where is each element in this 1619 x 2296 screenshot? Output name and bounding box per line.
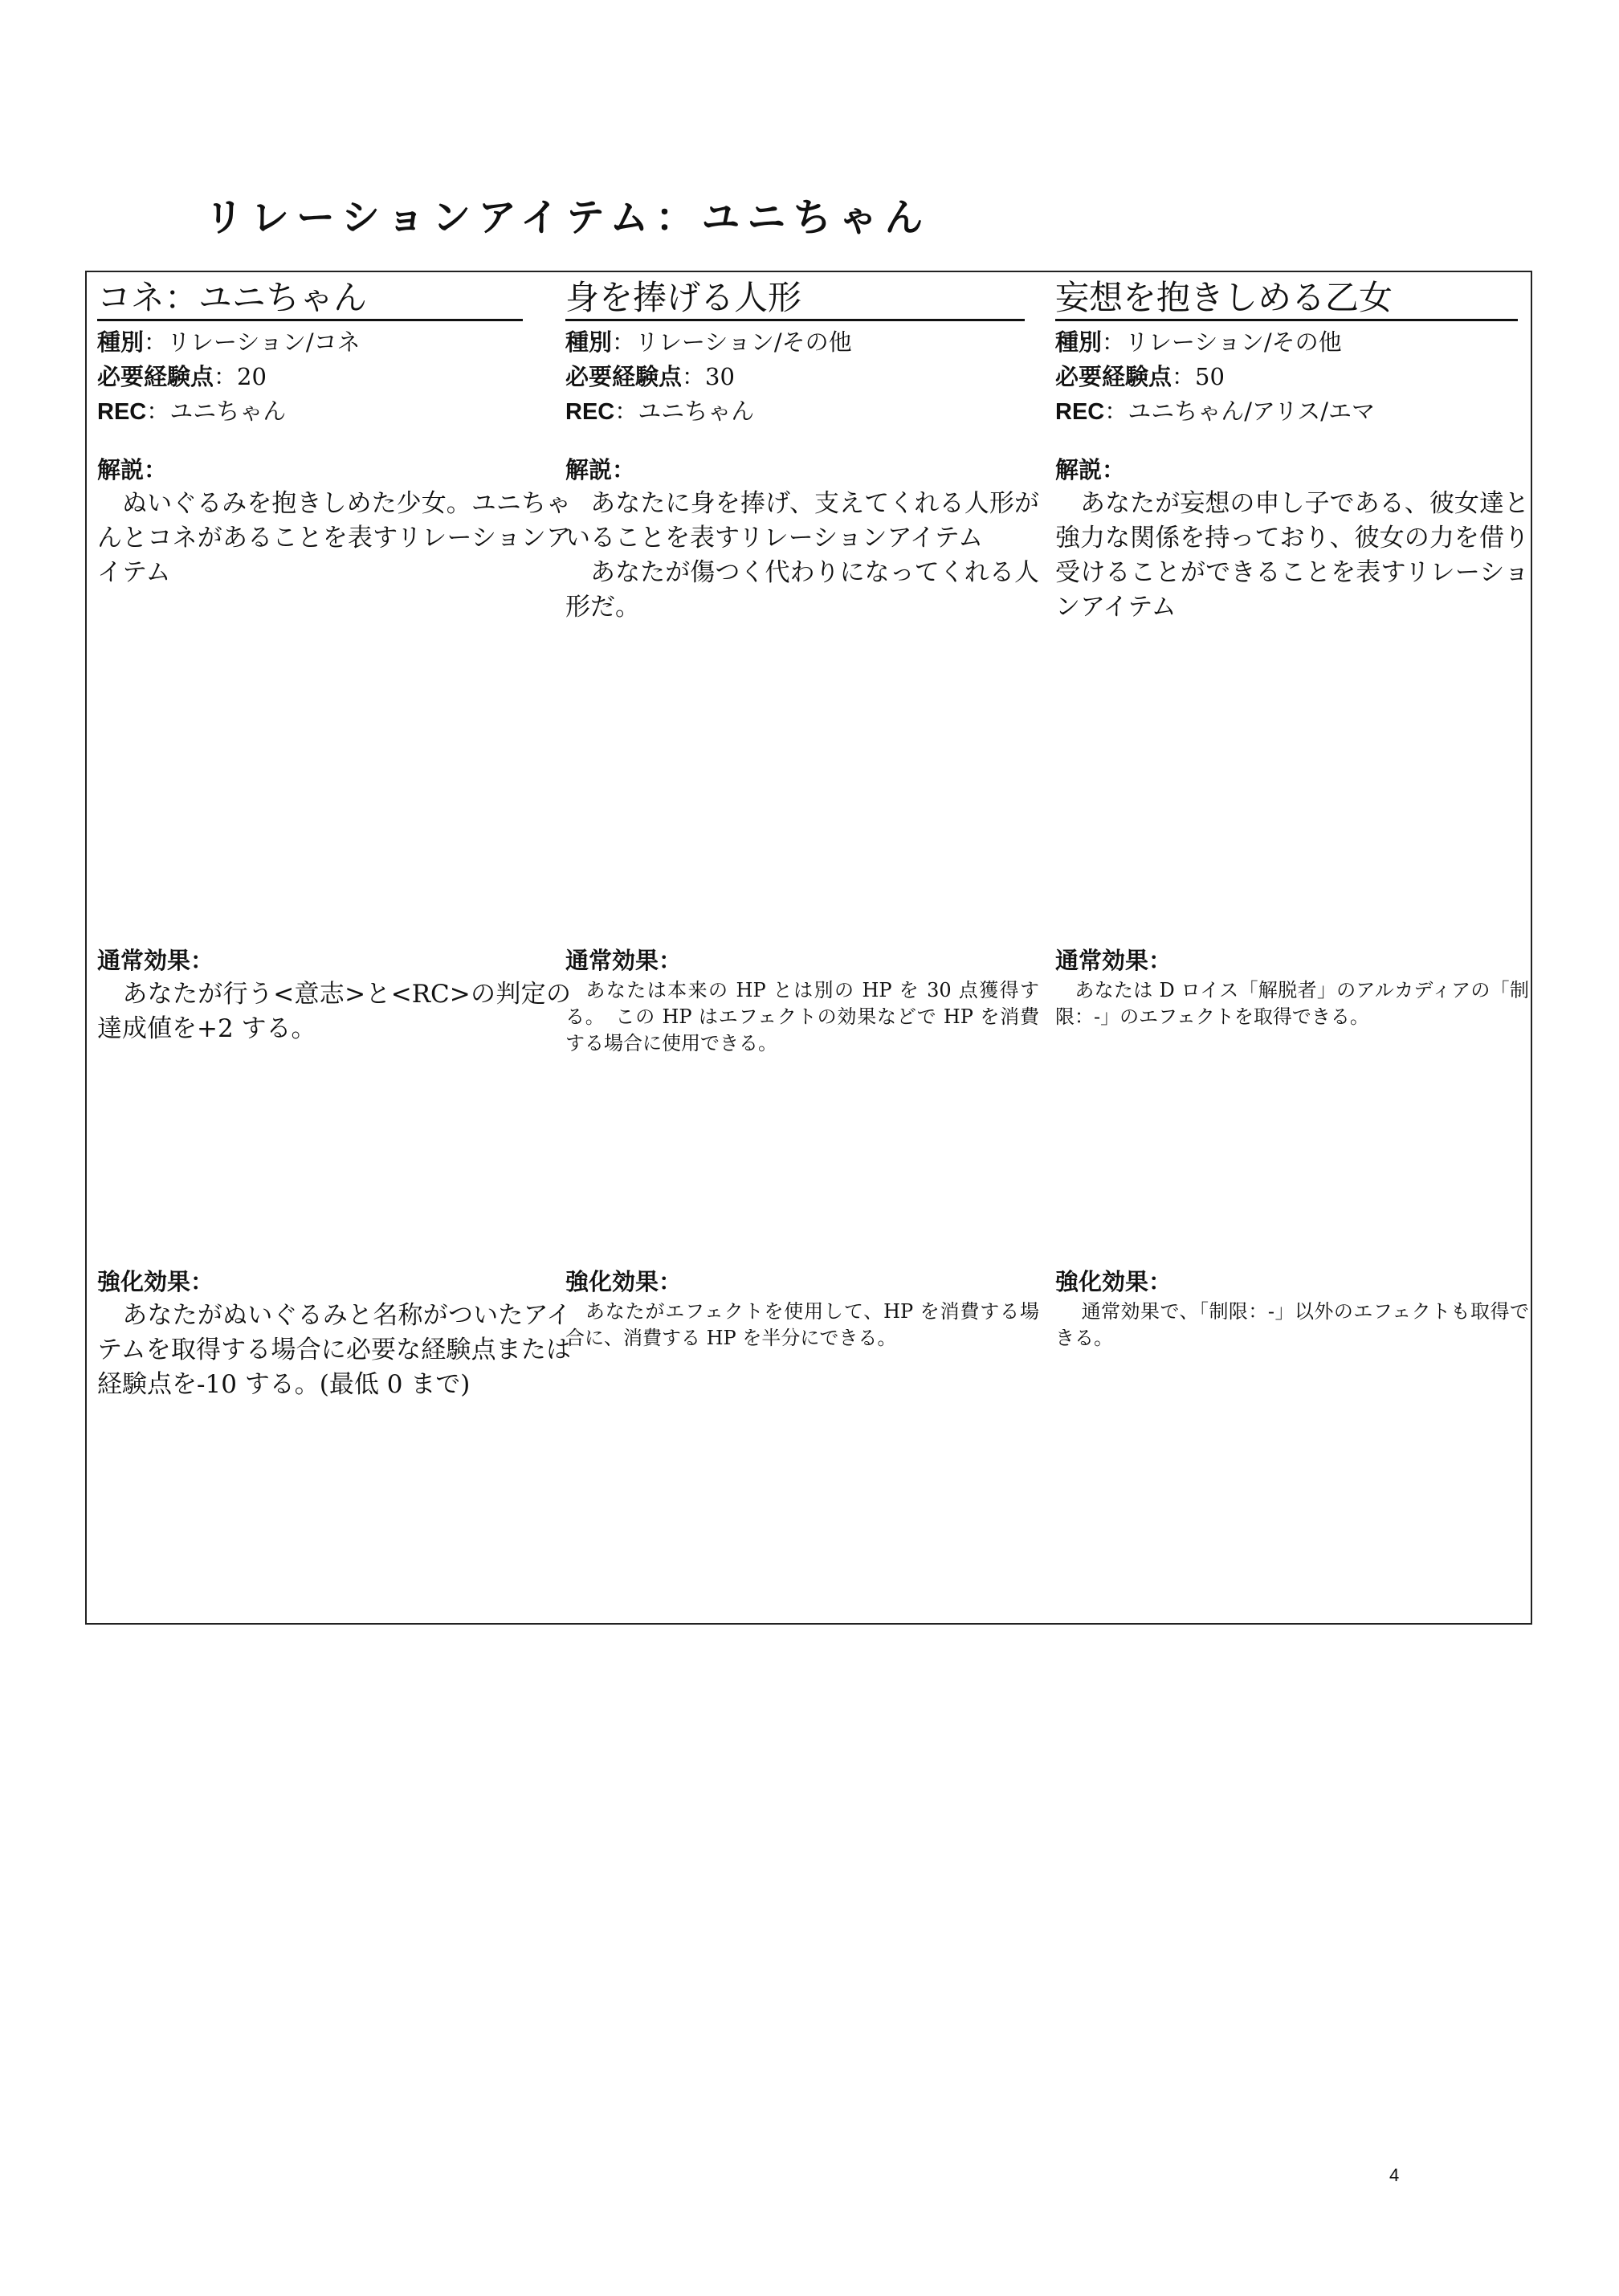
card-meta: [97, 325, 571, 429]
description-text: あなたに身を捧げ、支えてくれる人形がいることを表すリレーションアイテム あなたが傷つく代わりになってくれる人形だ。: [565, 489, 1039, 622]
xp-value: ：50: [1172, 363, 1225, 390]
rec-row: [97, 394, 571, 429]
xp-row: [97, 360, 571, 394]
normal-effect-label: 通常効果：: [1055, 948, 1172, 974]
boost-effect-label: 強化効果：: [1055, 1270, 1172, 1295]
item-card-kone-yuni: [97, 271, 571, 1625]
card-meta: [565, 325, 1039, 429]
xp-value: ：20: [214, 363, 267, 390]
xp-label: 必要経験点: [565, 365, 683, 390]
rec-row: [565, 394, 1039, 429]
description-label: 解説：: [1055, 458, 1126, 483]
rec-label: REC: [97, 399, 147, 425]
xp-value: ：30: [682, 363, 735, 390]
boost-effect-label: 強化効果：: [97, 1270, 214, 1295]
boost-effect-section: [97, 1266, 571, 1402]
boost-effect-section: [565, 1266, 1039, 1352]
description-label: 解説：: [97, 458, 168, 483]
boost-effect-section: [1055, 1266, 1529, 1352]
description-label: 解説：: [565, 458, 636, 483]
page-number: 4: [1389, 2165, 1400, 2185]
description-section: [97, 455, 571, 590]
type-label: 種別: [565, 330, 613, 356]
normal-effect-text: あなたは D ロイス「解脱者」のアルカディアの「制限：-」のエフェクトを取得できる。: [1055, 979, 1529, 1028]
card-title: 身を捧げる人形: [565, 277, 1025, 321]
page-title: リレーションアイテム：ユニちゃん: [205, 195, 931, 240]
type-label: 種別: [1055, 330, 1103, 356]
normal-effect-label: 通常効果：: [565, 948, 683, 974]
card-meta: [1055, 325, 1529, 429]
description-text: ぬいぐるみを抱きしめた少女。ユニちゃんとコネがあることを表すリレーションアイテム: [97, 489, 571, 587]
type-row: [1055, 325, 1529, 360]
normal-effect-section: [97, 945, 571, 1046]
description-section: [1055, 455, 1529, 625]
type-row: [97, 325, 571, 360]
type-value: ：リレーション/その他: [612, 328, 852, 356]
boost-effect-text: 通常効果で、「制限：-」以外のエフェクトも取得できる。: [1055, 1300, 1529, 1349]
rec-label: REC: [565, 399, 615, 425]
rec-value: ：ユニちゃん/アリス/エマ: [1104, 398, 1376, 425]
description-section: [565, 455, 1039, 625]
type-label: 種別: [97, 330, 145, 356]
xp-label: 必要経験点: [1055, 365, 1172, 390]
xp-row: [565, 360, 1039, 394]
normal-effect-label: 通常効果：: [97, 948, 214, 974]
type-value: ：リレーション/コネ: [144, 328, 361, 356]
boost-effect-label: 強化効果：: [565, 1270, 683, 1295]
boost-effect-text: あなたがぬいぐるみと名称がついたアイテムを取得する場合に必要な経験点または経験点を-10 する。(最低 0 まで): [97, 1301, 571, 1399]
item-card-doll: [565, 271, 1039, 1625]
item-card-maiden: [1055, 271, 1529, 1625]
normal-effect-text: あなたが行う<意志>と<RC>の判定の達成値を+2 する。: [97, 980, 571, 1043]
normal-effect-section: [565, 945, 1039, 1057]
description-text: あなたが妄想の申し子である、彼女達と強力な関係を持っており、彼女の力を借り受けることができることを表すリレーションアイテム: [1055, 489, 1529, 622]
normal-effect-text: あなたは本来の HP とは別の HP を 30 点獲得する。 この HP はエフェクトの効果などで HP を消費する場合に使用できる。: [565, 979, 1039, 1054]
rec-value: ：ユニちゃん: [146, 398, 287, 425]
type-row: [565, 325, 1039, 360]
card-title: 妄想を抱きしめる乙女: [1055, 277, 1518, 321]
xp-label: 必要経験点: [97, 365, 214, 390]
xp-row: [1055, 360, 1529, 394]
type-value: ：リレーション/その他: [1102, 328, 1342, 356]
boost-effect-text: あなたがエフェクトを使用して、HP を消費する場合に、消費する HP を半分にできる。: [565, 1300, 1039, 1349]
rec-value: ：ユニちゃん: [614, 398, 755, 425]
rec-row: [1055, 394, 1529, 429]
card-title: コネ：ユニちゃん: [97, 277, 523, 321]
rec-label: REC: [1055, 399, 1105, 425]
normal-effect-section: [1055, 945, 1529, 1030]
